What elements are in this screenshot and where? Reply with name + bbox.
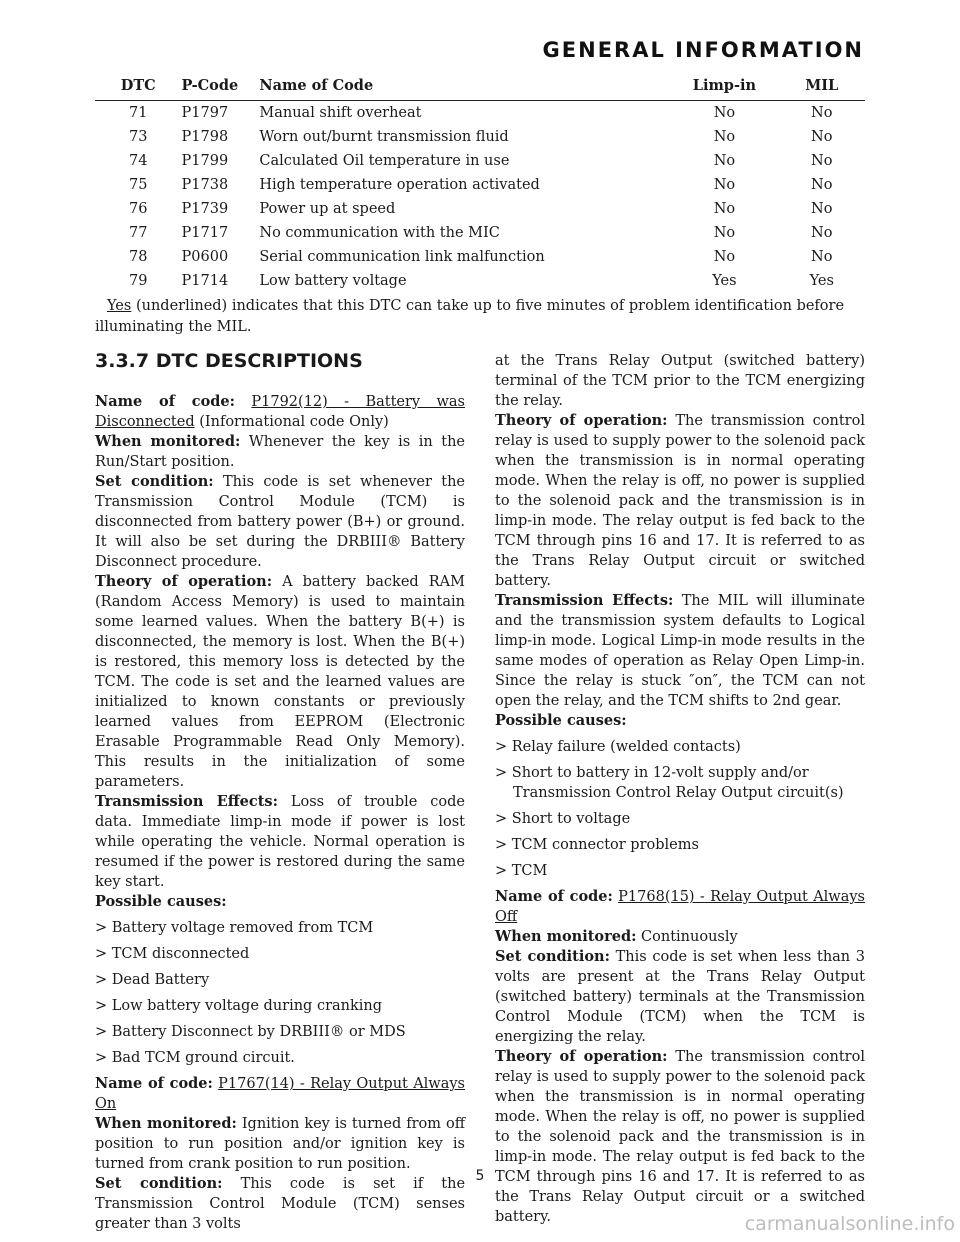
column-header-pcode: P-Code xyxy=(182,73,260,101)
when-monitored-text: Whenever the key is in the Run/Start position. xyxy=(95,434,465,470)
theory-text: A battery backed RAM (Random Access Memory) is used to maintain some learned values. When the battery B(+) is disconnected, the memory is lost. When the B(+) is restored, this memory loss is detected by the TCM. The code is set and the learned values are initialized to known constants or previously learned values from EEPROM (Electronic Erasable Programmable Read Only Memory). This results in the initialization of some parameters. xyxy=(95,574,465,790)
column-header-limpin: Limp-in xyxy=(670,73,778,101)
set-condition-text: This code is set whenever the Transmission Control Module (TCM) is disconnected from battery power (B+) or ground. It will also be set during the DRBIII® Battery Disconnect procedure. xyxy=(95,474,466,570)
cause-item: > Low battery voltage during cranking xyxy=(95,998,383,1014)
cell-limpin: No xyxy=(713,177,736,193)
when-monitored-text: Ignition key is turned from off position to run position and/or ignition key is turned from crank position to run position. xyxy=(95,1116,466,1172)
left-column xyxy=(95,392,465,1234)
cell-dtc: 75 xyxy=(129,177,148,193)
cell-dtc: 74 xyxy=(129,153,148,169)
label-name-of-code: Name of code: xyxy=(95,1075,213,1092)
cell-limpin: No xyxy=(713,105,736,121)
cell-name: No communication with the MIC xyxy=(259,225,500,241)
cell-mil: No xyxy=(811,201,833,217)
cause-item: > Battery voltage removed from TCM xyxy=(95,920,374,936)
effects-paragraph xyxy=(495,591,865,711)
column-header-name: Name of Code xyxy=(259,73,670,101)
label-name-of-code: Name of code: xyxy=(95,393,235,410)
cause-item: > Bad TCM ground circuit. xyxy=(95,1050,295,1066)
code-title: P1768(15) - Relay Output Always Off xyxy=(495,889,865,925)
cell-dtc: 77 xyxy=(129,225,148,241)
table-header-row xyxy=(95,73,865,101)
table-row xyxy=(95,221,865,245)
label-when-monitored: When monitored: xyxy=(95,433,241,450)
theory-paragraph xyxy=(495,411,865,591)
effects-paragraph xyxy=(95,792,465,892)
cell-limpin: No xyxy=(713,201,736,217)
cause-item: > TCM disconnected xyxy=(95,946,250,962)
code-title: P1767(14) - Relay Output Always On xyxy=(95,1076,465,1112)
cause-item: > Dead Battery xyxy=(95,972,210,988)
cause-item: > Battery Disconnect by DRBIII® or MDS xyxy=(95,1024,406,1040)
section-heading: 3.3.7 DTC DESCRIPTIONS xyxy=(95,350,363,372)
table-row xyxy=(95,245,865,269)
cell-name: Manual shift overheat xyxy=(259,105,422,121)
cell-pcode: P0600 xyxy=(181,249,229,265)
label-set-condition: Set condition: xyxy=(495,948,610,965)
cell-pcode: P1739 xyxy=(181,201,229,217)
theory-paragraph xyxy=(95,572,465,792)
cell-dtc: 76 xyxy=(129,201,148,217)
cell-limpin: No xyxy=(713,225,736,241)
cell-mil: No xyxy=(811,225,833,241)
label-when-monitored: When monitored: xyxy=(95,1115,237,1132)
cell-name: Low battery voltage xyxy=(259,273,407,289)
cause-item: > Short to voltage xyxy=(495,811,631,827)
cell-limpin: No xyxy=(713,249,736,265)
theory-paragraph xyxy=(495,1047,865,1227)
cell-dtc: 79 xyxy=(129,273,148,289)
cause-item: > Relay failure (welded contacts) xyxy=(495,739,741,755)
label-set-condition: Set condition: xyxy=(95,473,214,490)
cell-dtc: 71 xyxy=(129,105,148,121)
label-theory: Theory of operation: xyxy=(495,412,668,429)
when-monitored-paragraph xyxy=(495,927,865,947)
cell-pcode: P1797 xyxy=(181,105,229,121)
cell-pcode: P1799 xyxy=(181,153,229,169)
cell-pcode: P1738 xyxy=(181,177,229,193)
cell-limpin: No xyxy=(713,153,736,169)
code-title-suffix: (Informational code Only) xyxy=(194,414,389,430)
effects-text: Loss of trouble code data. Immediate limp-in mode if power is lost while operating the vehicle. Normal operation is resumed if the power is restored during the same key start. xyxy=(95,794,465,890)
label-theory: Theory of operation: xyxy=(495,1048,668,1065)
watermark: carmanualsonline.info xyxy=(744,1213,955,1235)
note-text: (underlined) indicates that this DTC can take up to five minutes of problem identification before illuminating the MIL. xyxy=(95,298,845,335)
label-when-monitored: When monitored: xyxy=(495,928,637,945)
right-column xyxy=(495,351,865,1227)
cell-name: Serial communication link malfunction xyxy=(259,249,545,265)
cell-mil: No xyxy=(811,153,833,169)
set-condition-text: This code is set when less than 3 volts are present at the Trans Relay Output (switched battery) terminals at the Transmission Control Module (TCM) when the TCM is energizing the relay. xyxy=(495,949,866,1045)
cause-item: > TCM xyxy=(495,863,548,879)
cell-name: High temperature operation activated xyxy=(259,177,540,193)
table-row xyxy=(95,101,865,126)
set-condition-paragraph xyxy=(495,947,865,1047)
label-theory: Theory of operation: xyxy=(95,573,273,590)
label-set-condition: Set condition: xyxy=(95,1175,223,1192)
cell-mil: No xyxy=(811,129,833,145)
label-causes: Possible causes: xyxy=(495,712,627,729)
set-condition-text: This code is set if the Transmission Control Module (TCM) senses greater than 3 volts xyxy=(95,1176,466,1232)
table-row xyxy=(95,173,865,197)
cell-mil: No xyxy=(811,249,833,265)
cell-pcode: P1798 xyxy=(181,129,229,145)
table-row xyxy=(95,269,865,293)
causes-heading xyxy=(95,892,465,912)
when-monitored-text: Continuously xyxy=(641,929,738,945)
when-monitored-paragraph xyxy=(95,1114,465,1174)
cell-pcode: P1714 xyxy=(181,273,229,289)
dtc-table xyxy=(95,73,865,293)
theory-text: The transmission control relay is used to supply power to the solenoid pack when the transmission is in normal operating mode. When the relay is off, no power is supplied to the solenoid pack and the transmission is in limp-in mode. The relay output is fed back to the TCM through pins 16 and 17. It is referred to as the Trans Relay Output circuit or a switched battery. xyxy=(495,1049,865,1225)
label-effects: Transmission Effects: xyxy=(95,793,278,810)
code-name-paragraph xyxy=(95,392,465,432)
code-title: P1792(12) - Battery was Disconnected xyxy=(95,394,465,430)
cell-pcode: P1717 xyxy=(181,225,229,241)
cause-item: > Short to battery in 12-volt supply and/or Transmission Control Relay Output circuit(s) xyxy=(495,765,844,801)
cell-mil: No xyxy=(811,177,833,193)
causes-heading xyxy=(495,711,865,731)
column-header-dtc: DTC xyxy=(95,73,182,101)
effects-text: The MIL will illuminate and the transmission system defaults to Logical limp-in mode. Logical Limp-in mode results in the same modes of operation as Relay Open Limp-in. Since the relay is stuck ″on″, the TCM can not open the relay, and the TCM shifts to 2nd gear. xyxy=(495,593,865,709)
cell-name: Worn out/burnt transmission fluid xyxy=(259,129,509,145)
cell-name: Power up at speed xyxy=(259,201,396,217)
when-monitored-paragraph xyxy=(95,432,465,472)
table-row xyxy=(95,149,865,173)
code-name-paragraph xyxy=(495,887,865,927)
column-header-mil: MIL xyxy=(778,73,865,101)
page-header-title: GENERAL INFORMATION xyxy=(542,38,864,62)
cell-dtc: 78 xyxy=(129,249,148,265)
table-note xyxy=(95,296,865,338)
code-name-paragraph xyxy=(95,1074,465,1114)
table-row xyxy=(95,125,865,149)
label-causes: Possible causes: xyxy=(95,893,227,910)
table-row xyxy=(95,197,865,221)
set-condition-paragraph xyxy=(95,472,465,572)
label-effects: Transmission Effects: xyxy=(495,592,674,609)
cell-dtc: 73 xyxy=(129,129,148,145)
cell-mil: Yes xyxy=(809,273,834,289)
cell-name: Calculated Oil temperature in use xyxy=(259,153,510,169)
page-number: 5 xyxy=(475,1168,485,1184)
set-condition-continued: at the Trans Relay Output (switched battery) terminal of the TCM prior to the TCM energizing the relay. xyxy=(495,353,865,409)
label-name-of-code: Name of code: xyxy=(495,888,613,905)
cell-mil: No xyxy=(811,105,833,121)
note-yes-underlined: Yes xyxy=(107,298,132,314)
cell-limpin: No xyxy=(713,129,736,145)
cell-limpin: Yes xyxy=(712,273,737,289)
cause-item: > TCM connector problems xyxy=(495,837,699,853)
theory-text: The transmission control relay is used to supply power to the solenoid pack when the transmission is in normal operating mode. When the relay is off, no power is supplied to the solenoid pack and the transmission is in limp-in mode. The relay output is fed back to the TCM through pins 16 and 17. It is referred to as the Trans Relay Output circuit or switched battery. xyxy=(495,413,865,589)
